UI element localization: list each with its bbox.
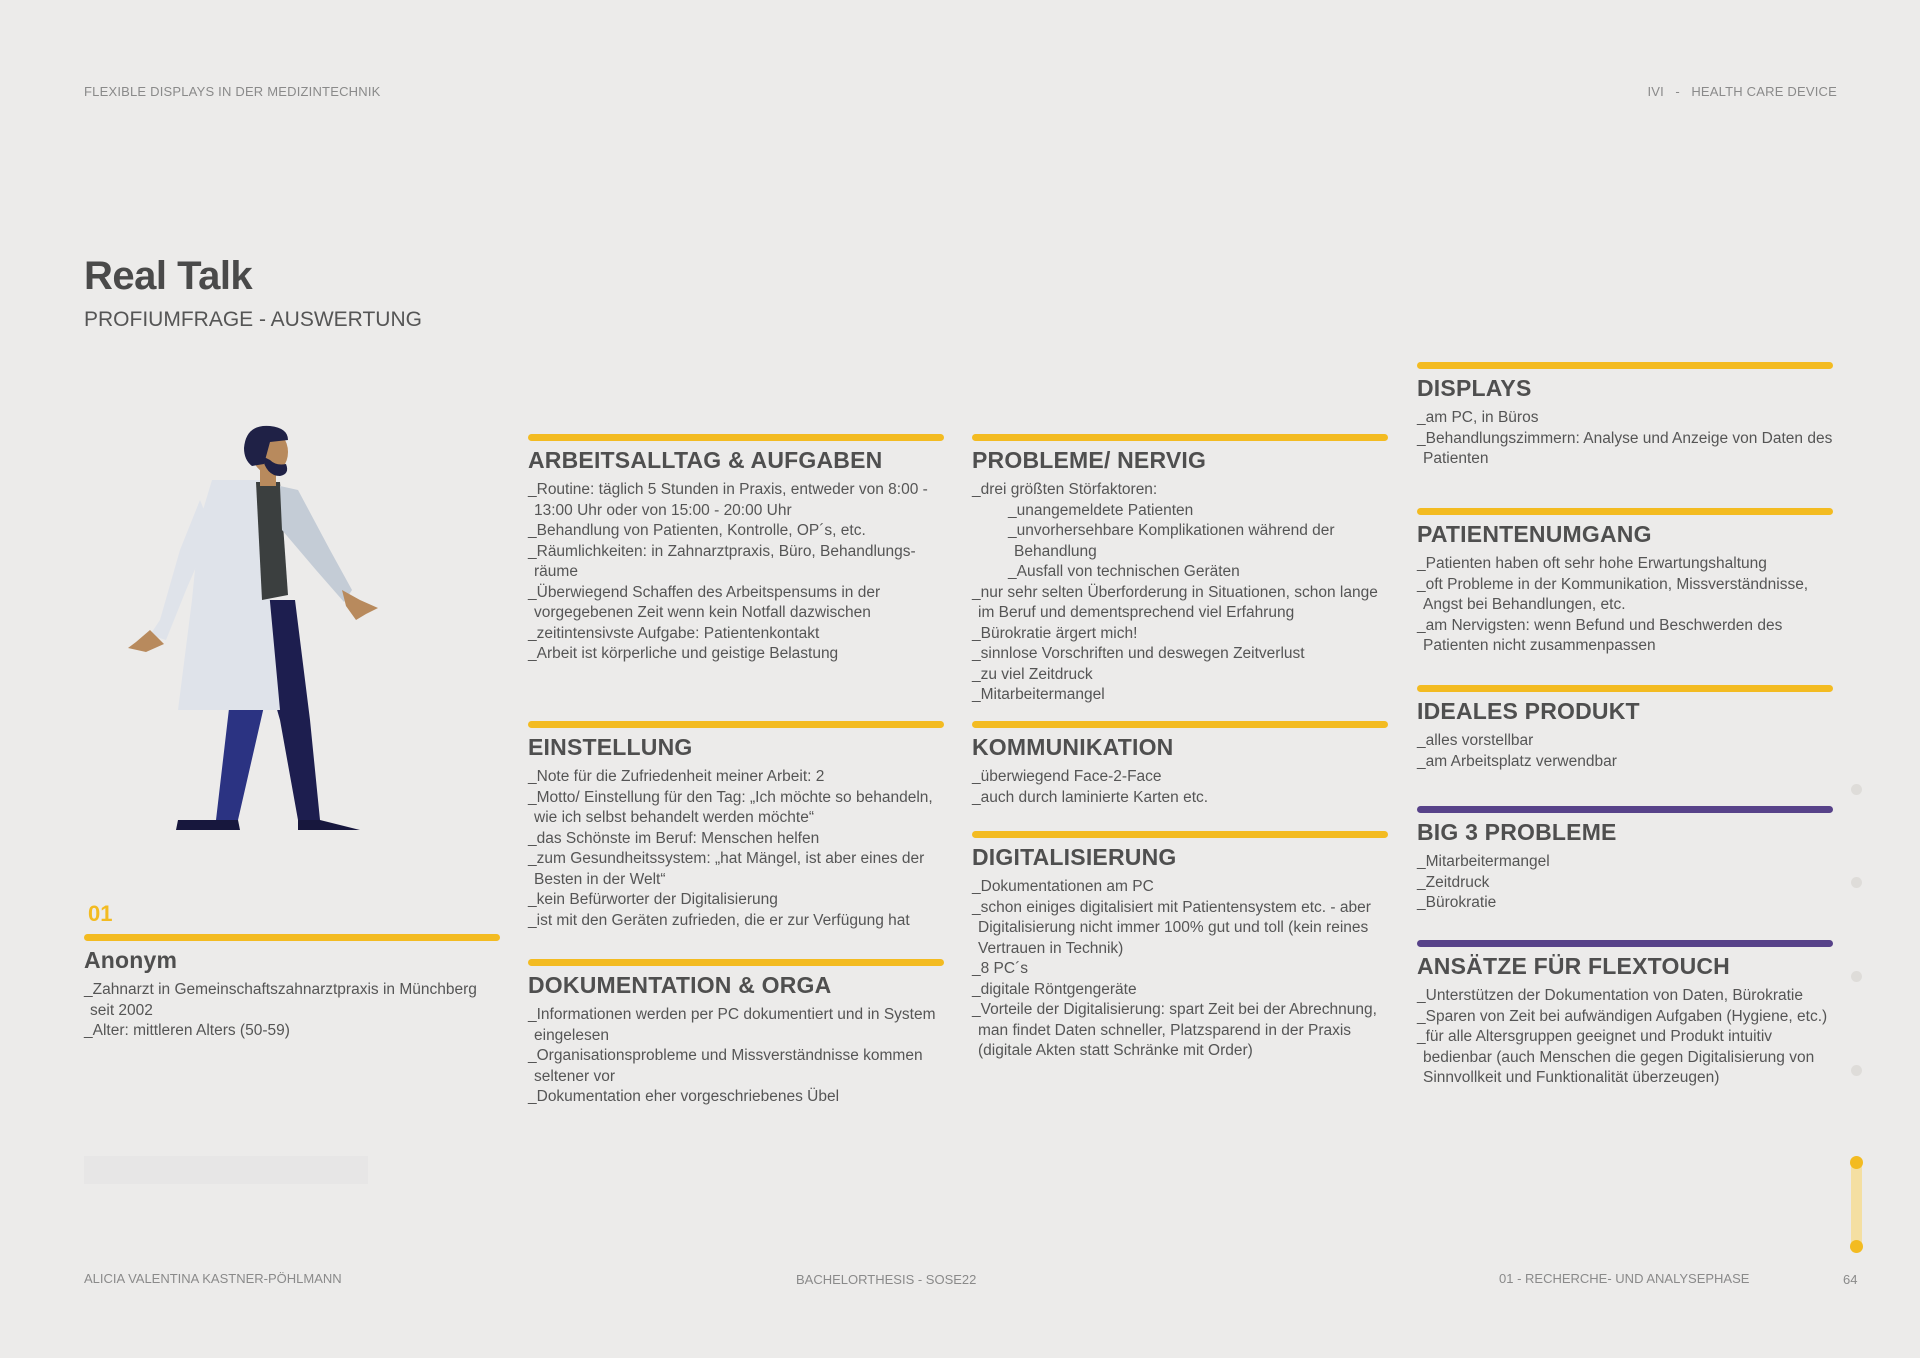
page-nav-dot[interactable] <box>1851 971 1862 982</box>
persona-list <box>84 980 500 1042</box>
persona-name: Anonym <box>84 947 178 973</box>
page-nav-dot[interactable] <box>1851 784 1862 795</box>
list-item: _am Arbeitsplatz verwendbar <box>1417 752 1617 770</box>
section-title: DOKUMENTATION & ORGA <box>528 972 832 998</box>
list-item: _Mitarbeitermangel <box>972 686 1105 703</box>
list-item: _digitale Röntgengeräte <box>972 980 1137 998</box>
arm-front <box>280 486 352 602</box>
list-item: _am Nervigsten: wenn Befund und Beschwerden des Patienten nicht zusammenpassen <box>1417 616 1783 654</box>
list-item: _zum Gesundheitssystem: „hat Mängel, ist aber eines der Besten in der Welt“ <box>528 850 925 888</box>
list-item: _das Schönste im Beruf: Menschen helfen <box>528 829 820 847</box>
page-nav-dot[interactable] <box>1851 877 1862 888</box>
section-bar <box>1417 685 1833 692</box>
list-item: _Dokumentation eher vorgeschriebenes Übel <box>528 1088 840 1105</box>
section-displays <box>1417 362 1833 470</box>
section-list <box>528 480 944 665</box>
shoe-back <box>176 820 240 830</box>
footer-phase: 01 - RECHERCHE- UND ANALYSEPHASE <box>1499 1271 1750 1286</box>
list-item: _sinnlose Vorschriften und deswegen Zeitverlust <box>972 645 1305 662</box>
section-list <box>1417 852 1833 914</box>
list-item: _ist mit den Geräten zufrieden, die er zur Verfügung hat <box>528 911 910 929</box>
list-item: _zeitintensivste Aufgabe: Patientenkontakt <box>528 624 820 642</box>
section-title: KOMMUNIKATION <box>972 734 1174 760</box>
list-item: _überwiegend Face-2-Face <box>972 768 1162 785</box>
section-list <box>1417 554 1833 657</box>
section-title: DISPLAYS <box>1417 375 1532 401</box>
page-nav-track[interactable] <box>1851 1158 1862 1248</box>
section-list <box>1417 986 1833 1089</box>
section-list <box>528 767 944 931</box>
section-bar <box>528 434 944 441</box>
list-subitem: _unvorhersehbare Komplikationen während der Behandlung <box>1008 522 1335 560</box>
list-item: _Überwiegend Schaffen des Arbeitspensums in der vorgegebenen Zeit wenn kein Notfall dazwischen <box>528 583 881 621</box>
list-item: _Vorteile der Digitalisierung: spart Zeit bei der Abrechnung, man findet Daten schneller, Platzsparend in der Praxis (digitale Akten statt Schränke mit Order) <box>972 1001 1377 1059</box>
list-item: _schon einiges digitalisiert mit Patientensystem etc. - aber Digitalisierung nicht immer 100% gut und toll (kein reines Vertrauen in Technik) <box>972 898 1371 957</box>
list-item: _auch durch laminierte Karten etc. <box>972 788 1209 806</box>
section-list <box>972 767 1388 808</box>
section-bar <box>528 721 944 728</box>
section-probleme <box>972 434 1388 706</box>
list-item: _Zahnarzt in Gemeinschaftszahnarztpraxis in Münchberg seit 2002 <box>84 981 477 1019</box>
placeholder-box <box>84 1156 368 1184</box>
section-title: PROBLEME/ NERVIG <box>972 447 1207 473</box>
section-dokumentation <box>528 959 944 1108</box>
page-nav-dot-active[interactable] <box>1850 1156 1863 1169</box>
section-title: ANSÄTZE FÜR FLEXTOUCH <box>1417 953 1730 979</box>
section-title: DIGITALISIERUNG <box>972 844 1177 870</box>
section-title: PATIENTENUMGANG <box>1417 521 1652 547</box>
list-item: _nur sehr selten Überforderung in Situationen, schon lange im Beruf und dementsprechend viel Erfahrung <box>972 583 1378 621</box>
section-bar <box>972 831 1388 838</box>
section-einstellung <box>528 721 944 931</box>
section-list <box>528 1005 944 1108</box>
list-item: _für alle Altersgruppen geeignet und Produkt intuitiv bedienbar (auch Menschen die gegen Digitalisierung von Sinnvollkeit und Funktionalität überzeugen) <box>1417 1028 1815 1086</box>
shoe-front <box>298 820 360 830</box>
list-item: _Patienten haben oft sehr hohe Erwartungshaltung <box>1417 555 1767 572</box>
list-item: _Alter: mittleren Alters (50-59) <box>84 1022 290 1039</box>
list-item: _drei größten Störfaktoren: <box>972 481 1158 498</box>
list-item: _Arbeit ist körperliche und geistige Belastung <box>528 645 839 662</box>
list-item: _Unterstützen der Dokumentation von Daten, Bürokratie <box>1417 987 1803 1004</box>
list-item: _am PC, in Büros <box>1417 409 1539 426</box>
page-nav-dot[interactable] <box>1851 1065 1862 1076</box>
list-item: _Informationen werden per PC dokumentiert und in System eingelesen <box>528 1006 936 1044</box>
footer-author: ALICIA VALENTINA KASTNER-PÖHLMANN <box>84 1271 342 1286</box>
list-item: _Bürokratie <box>1417 894 1497 911</box>
section-bar <box>528 959 944 966</box>
list-item: _Bürokratie ärgert mich! <box>972 624 1138 642</box>
list-item: _8 PC´s <box>972 960 1028 977</box>
hand-front <box>342 590 378 620</box>
list-item: _Mitarbeitermangel <box>1417 853 1550 870</box>
list-subitem: _Ausfall von technischen Geräten <box>1008 563 1240 580</box>
list-item: _Sparen von Zeit bei aufwändigen Aufgaben (Hygiene, etc.) <box>1417 1007 1828 1025</box>
list-item: _Behandlungszimmern: Analyse und Anzeige von Daten des Patienten <box>1417 429 1833 467</box>
section-list <box>972 877 1388 1062</box>
list-item: _zu viel Zeitdruck <box>972 665 1093 683</box>
section-title: ARBEITSALLTAG & AUFGABEN <box>528 447 883 473</box>
list-subitem: _unangemeldete Patienten <box>1008 501 1194 519</box>
section-list <box>972 480 1388 706</box>
list-item: _Organisationsprobleme und Missverständnisse kommen seltener vor <box>528 1047 923 1085</box>
section-big3 <box>1417 806 1833 914</box>
list-item: _kein Befürworter der Digitalisierung <box>528 891 778 908</box>
list-item: _Routine: täglich 5 Stunden in Praxis, entweder von 8:00 - 13:00 Uhr oder von 15:00 - 20:00 Uhr <box>528 481 928 519</box>
list-item: _Motto/ Einstellung für den Tag: „Ich möchte so behandeln, wie ich selbst behandelt werden möchte“ <box>528 788 933 826</box>
section-bar <box>1417 362 1833 369</box>
section-kommunikation <box>972 721 1388 808</box>
list-item: _Dokumentationen am PC <box>972 878 1154 895</box>
list-item: _alles vorstellbar <box>1417 732 1534 749</box>
section-list <box>1417 731 1833 772</box>
section-bar <box>972 434 1388 441</box>
section-digitalisierung <box>972 831 1388 1062</box>
persona-bar <box>84 934 500 941</box>
section-arbeitsalltag <box>528 434 944 665</box>
list-item: _Note für die Zufriedenheit meiner Arbeit: 2 <box>528 768 825 785</box>
page-number: 64 <box>1843 1272 1858 1287</box>
doctor-illustration <box>120 420 390 850</box>
page-title: Real Talk <box>84 254 253 298</box>
header-right: IVI - HEALTH CARE DEVICE <box>1647 84 1837 99</box>
section-list <box>1417 408 1833 470</box>
section-bar <box>972 721 1388 728</box>
section-ideales-produkt <box>1417 685 1833 772</box>
section-patientenumgang <box>1417 508 1833 657</box>
section-title: BIG 3 PROBLEME <box>1417 819 1617 845</box>
persona-number: 01 <box>88 901 113 926</box>
persona-block <box>84 934 500 1042</box>
section-bar <box>1417 940 1833 947</box>
section-bar <box>1417 508 1833 515</box>
footer-thesis: BACHELORTHESIS - SOSE22 <box>796 1272 977 1287</box>
list-item: _oft Probleme in der Kommunikation, Missverständnisse, Angst bei Behandlungen, etc. <box>1417 575 1809 613</box>
page-nav-dot-active[interactable] <box>1850 1240 1863 1253</box>
list-item: _Behandlung von Patienten, Kontrolle, OP´s, etc. <box>528 522 866 539</box>
section-title: EINSTELLUNG <box>528 734 693 760</box>
section-bar <box>1417 806 1833 813</box>
list-item: _Zeitdruck <box>1417 873 1490 891</box>
header-left: FLEXIBLE DISPLAYS IN DER MEDIZINTECHNIK <box>84 84 381 99</box>
section-ansaetze <box>1417 940 1833 1089</box>
list-item: _Räumlichkeiten: in Zahnarztpraxis, Büro, Behandlungs-räume <box>528 542 916 580</box>
page-subtitle: PROFIUMFRAGE - AUSWERTUNG <box>84 308 422 331</box>
section-title: IDEALES PRODUKT <box>1417 698 1640 724</box>
